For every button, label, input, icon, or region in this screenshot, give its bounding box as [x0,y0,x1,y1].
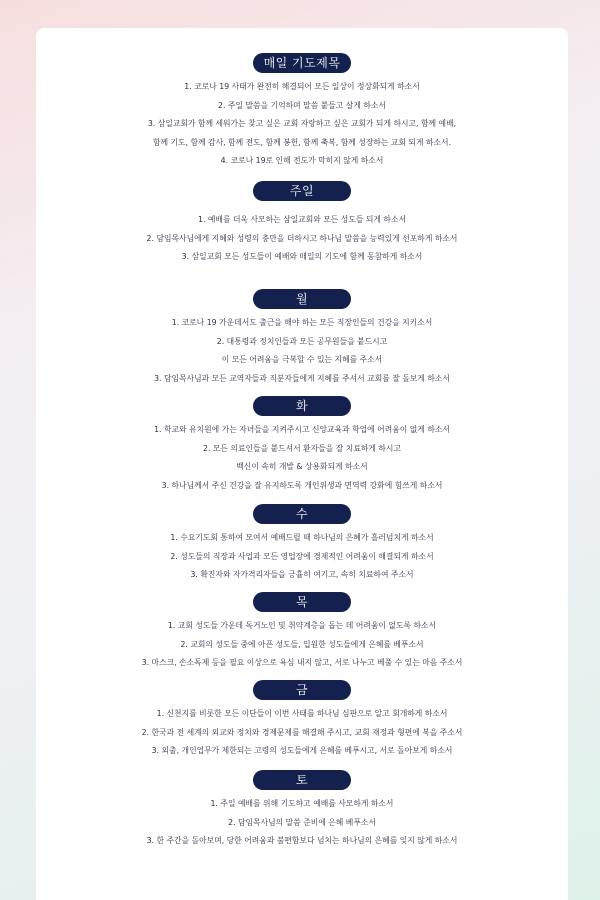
section-tuesday [36,395,568,495]
section-title-pill: 수 [253,504,351,524]
prayer-line: 3. 한 주간을 돌아보며, 당한 어려움과 불편함보다 넘치는 하나님의 은혜를 잊지 않게 하소서 [146,836,458,845]
section-saturday [36,769,568,851]
prayer-line: 1. 교회 성도들 가운데 독거노인 및 취약계층을 돕는 데 어려움이 없도록 하소서 [167,621,437,630]
prayer-line: 2. 대통령과 정치인들과 모든 공무원들을 붙드시고 [216,336,388,346]
section-sunday [36,180,568,267]
prayer-list [36,705,568,761]
prayer-line: 3. 하나님께서 주신 건강을 잘 유지하도록 개인위생과 면역력 강화에 힘쓰게 하소서 [161,480,443,490]
section-title-pill: 목 [253,592,351,612]
prayer-line: 2. 담임목사님의 말씀 준비에 은혜 베푸소서 [228,817,376,827]
section-wednesday [36,503,568,585]
section-title-pill: 월 [253,289,351,309]
section-title-pill: 매일 기도제목 [253,53,351,73]
prayer-line: 함께 기도, 함께 감사, 함께 전도, 함께 봉헌, 함께 축복, 함께 성장하는 교회 되게 하소서. [152,137,452,147]
prayer-list [36,617,568,673]
prayer-line: 2. 주일 말씀을 기억하며 말씀 붙들고 살게 하소서 [218,100,386,110]
prayer-line: 1. 코로나 19 가운데서도 출근을 해야 하는 모든 직장인들의 건강을 지키소서 [171,318,433,327]
section-title-pill: 화 [253,396,351,416]
prayer-card [36,28,568,900]
section-title-pill: 토 [253,770,351,790]
prayer-line: 3. 외출, 개인업무가 제한되는 고령의 성도들에게 은혜를 베푸시고, 서로 돌아보게 하소서 [151,746,453,755]
prayer-line: 3. 삼일교회가 함께 세워가는 찾고 싶은 교회 자랑하고 싶은 교회가 되게 하시고, 함께 예배, [147,119,457,128]
prayer-line: 1. 예배를 더욱 사모하는 삼일교회와 모든 성도들 되게 하소서 [197,215,407,224]
prayer-line: 2. 담임목사님에게 지혜와 성령의 충만을 더하시고 하나님 말씀을 능력있게 선포하게 하소서 [146,233,458,243]
prayer-line: 2. 모든 의료인들을 붙드셔서 환자들을 잘 치료하게 하시고 [202,443,402,453]
prayer-list [36,211,568,267]
section-monday [36,288,568,388]
prayer-line: 1. 수요기도회 통하여 모여서 예배드릴 때 하나님의 은혜가 흘러넘치게 하소서 [170,533,434,542]
prayer-line: 1. 코로나 19 사태가 완전히 해결되어 모든 일상이 정상화되게 하소서 [184,82,420,91]
prayer-line: 1. 신천지를 비롯한 모든 이단들이 이번 사태를 하나님 심판으로 알고 회개하게 하소서 [156,709,448,718]
prayer-line: 3. 담임목사님과 모든 교역자들과 직분자들에게 지혜를 주셔서 교회를 잘 돌보게 하소서 [154,373,450,383]
prayer-line: 3. 삼일교회 모든 성도들이 예배와 매일의 기도에 함께 동참하게 하소서 [181,252,423,261]
section-title-pill: 금 [253,680,351,700]
prayer-line: 2. 교회의 성도들 중에 아픈 성도들, 입원한 성도들에게 은혜를 베푸소서 [180,639,424,649]
prayer-list [36,795,568,851]
prayer-list [36,78,568,171]
prayer-line: 4. 코로나 19로 인해 전도가 막히지 않게 하소서 [220,156,384,165]
prayer-line: 2. 성도들의 직장과 사업과 모든 영업장에 경제적인 어려움이 해결되게 하소서 [170,551,434,561]
prayer-line: 3. 확진자와 자가격리자들을 긍휼히 여기고, 속히 치료하여 주소서 [190,570,414,579]
prayer-line: 백신이 속히 개발 & 상용화되게 하소서 [236,462,368,471]
section-daily [36,52,568,171]
prayer-line: 이 모든 어려움을 극복할 수 있는 지혜를 주소서 [221,355,383,364]
section-thursday [36,591,568,673]
prayer-list [36,529,568,585]
section-friday [36,679,568,761]
prayer-line: 1. 주일 예배를 위해 기도하고 예배를 사모하게 하소서 [210,799,394,808]
prayer-line: 3. 마스크, 손소독제 등을 필요 이상으로 욕심 내지 않고, 서로 나누고 베풀 수 있는 마음 주소서 [141,658,463,667]
prayer-line: 2. 한국과 전 세계의 외교와 정치와 경제문제를 해결해 주시고, 교회 재정과 형편에 복을 주소서 [141,727,463,737]
prayer-list [36,314,568,388]
prayer-line: 1. 학교와 유치원에 가는 자녀들을 지켜주시고 신앙교육과 학업에 어려움이 없게 하소서 [154,425,450,434]
section-title-pill: 주일 [253,181,351,201]
prayer-list [36,421,568,495]
